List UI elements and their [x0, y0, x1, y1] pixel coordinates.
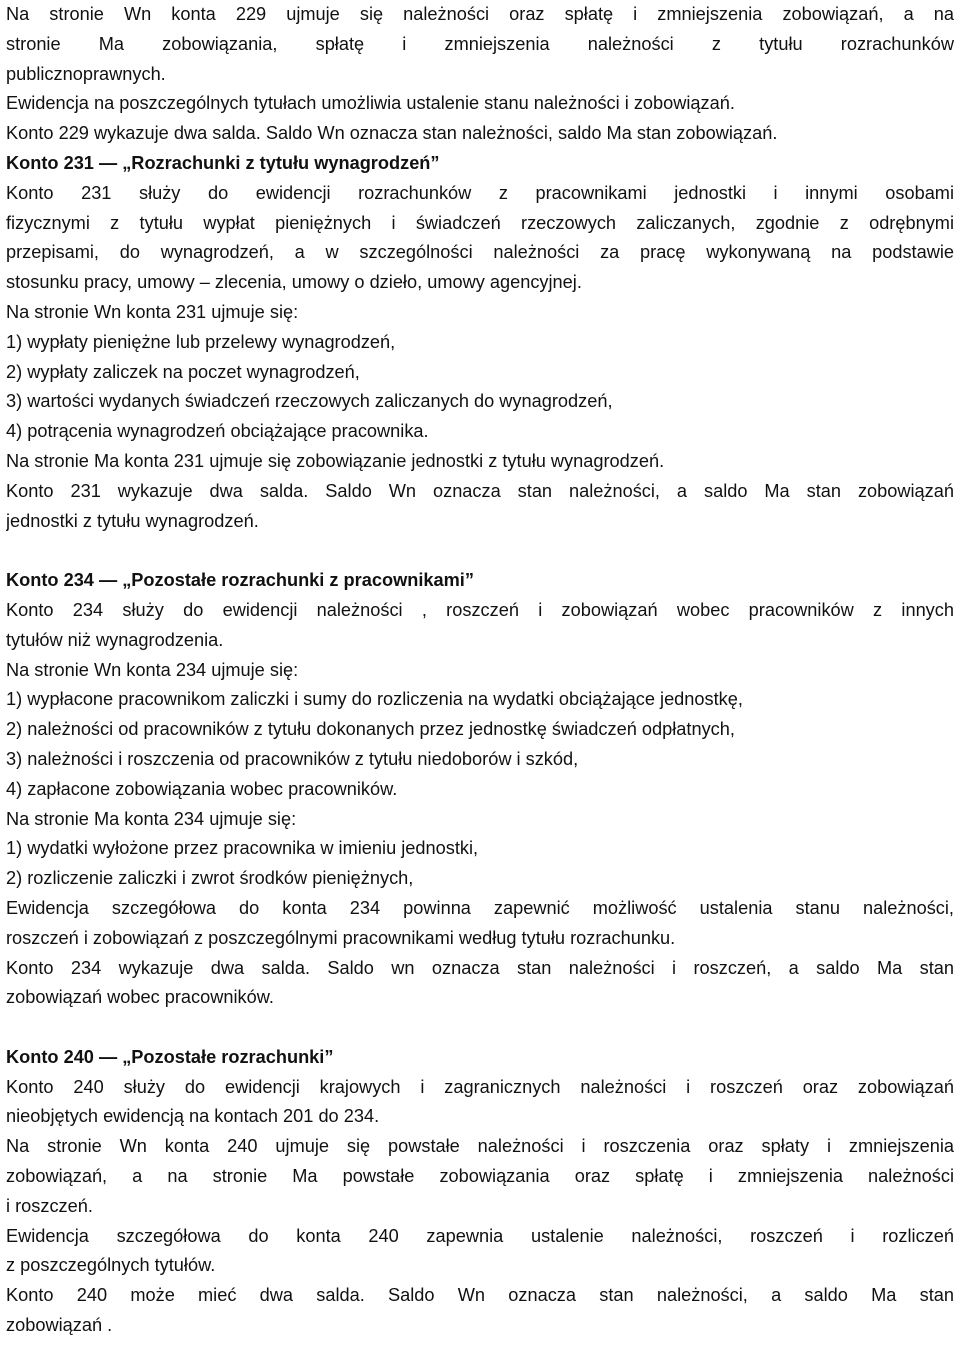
text-line: 4) potrącenia wynagrodzeń obciążające pracownika. — [6, 421, 429, 442]
section-heading: Konto 231 — „Rozrachunki z tytułu wynagrodzeń” — [6, 152, 440, 173]
text-line: 2) wypłaty zaliczek na poczet wynagrodzeń, — [6, 361, 360, 382]
text-line: z poszczególnych tytułów. — [6, 1255, 216, 1276]
section-heading: Konto 234 — „Pozostałe rozrachunki z pracownikami” — [6, 570, 474, 591]
text-line: tytułów niż wynagrodzenia. — [6, 629, 224, 650]
text-line: Na stronie Wn konta 240 ujmuje się powstałe należności i roszczenia oraz spłaty i zmniejszenia — [6, 1136, 954, 1157]
text-line: Konto 240 służy do ewidencji krajowych i zagranicznych należności i roszczeń oraz zobowiązań — [6, 1076, 954, 1097]
text-line: stosunku pracy, umowy – zlecenia, umowy o dzieło, umowy agencyjnej. — [6, 272, 582, 293]
text-line: Konto 234 służy do ewidencji należności , roszczeń i zobowiązań wobec pracowników z innych — [6, 599, 954, 620]
text-line: 2) należności od pracowników z tytułu dokonanych przez jednostkę świadczeń odpłatnych, — [6, 719, 735, 740]
text-line: stronie Ma zobowiązania, spłatę i zmniejszenia należności z tytułu rozrachunków — [6, 33, 954, 54]
text-line: Konto 231 wykazuje dwa salda. Saldo Wn oznacza stan należności, a saldo Ma stan zobowiązań — [6, 480, 954, 501]
text-line: nieobjętych ewidencją na kontach 201 do 234. — [6, 1106, 380, 1127]
text-line: 1) wypłacone pracownikom zaliczki i sumy do rozliczenia na wydatki obciążające jednostkę, — [6, 689, 743, 710]
text-line: zobowiązań . — [6, 1315, 113, 1336]
text-line: 2) rozliczenie zaliczki i zwrot środków pieniężnych, — [6, 868, 414, 889]
text-line: Konto 234 wykazuje dwa salda. Saldo wn oznacza stan należności i roszczeń, a saldo Ma stan — [6, 957, 954, 978]
text-line: 1) wypłaty pieniężne lub przelewy wynagrodzeń, — [6, 331, 396, 352]
text-line: Na stronie Wn konta 234 ujmuje się: — [6, 659, 299, 680]
text-line: jednostki z tytułu wynagrodzeń. — [6, 510, 259, 531]
text-line: 3) należności i roszczenia od pracowników z tytułu niedoborów i szkód, — [6, 748, 579, 769]
text-line: 4) zapłacone zobowiązania wobec pracowników. — [6, 778, 398, 799]
text-line: i roszczeń. — [6, 1195, 93, 1216]
text-line: Ewidencja na poszczególnych tytułach umożliwia ustalenie stanu należności i zobowiązań. — [6, 93, 735, 114]
text-line: Na stronie Wn konta 231 ujmuje się: — [6, 301, 299, 322]
text-line: przepisami, do wynagrodzeń, a w szczególności należności za pracę wykonywaną na podstawie — [6, 242, 954, 263]
section-heading: Konto 240 — „Pozostałe rozrachunki” — [6, 1046, 334, 1067]
text-line: Konto 231 służy do ewidencji rozrachunków z pracownikami jednostki i innymi osobami — [6, 182, 954, 203]
text-line: 1) wydatki wyłożone przez pracownika w imieniu jednostki, — [6, 838, 479, 859]
document-body — [6, 0, 954, 1341]
text-line: roszczeń i zobowiązań z poszczególnymi pracownikami według tytułu rozrachunku. — [6, 927, 676, 948]
paragraph-gap — [6, 1013, 954, 1043]
text-line: Ewidencja szczegółowa do konta 240 zapewnia ustalenie należności, roszczeń i rozliczeń — [6, 1225, 954, 1246]
text-line: Na stronie Wn konta 229 ujmuje się należności oraz spłatę i zmniejszenia zobowiązań, a na — [6, 4, 954, 24]
text-line: Konto 229 wykazuje dwa salda. Saldo Wn oznacza stan należności, saldo Ma stan zobowiązań. — [6, 123, 778, 144]
text-line: Konto 240 może mieć dwa salda. Saldo Wn oznacza stan należności, a saldo Ma stan — [6, 1285, 954, 1306]
text-line: Na stronie Ma konta 234 ujmuje się: — [6, 808, 297, 829]
text-line: publicznoprawnych. — [6, 63, 166, 84]
paragraph-gap — [6, 536, 954, 566]
text-line: Na stronie Ma konta 231 ujmuje się zobowiązanie jednostki z tytułu wynagrodzeń. — [6, 450, 665, 471]
text-line: zobowiązań wobec pracowników. — [6, 987, 274, 1008]
text-line: fizycznymi z tytułu wypłat pieniężnych i świadczeń rzeczowych zaliczanych, zgodnie z odrębnymi — [6, 212, 954, 233]
text-line: Ewidencja szczegółowa do konta 234 powinna zapewnić możliwość ustalenia stanu należności, — [6, 897, 954, 918]
text-line: zobowiązań, a na stronie Ma powstałe zobowiązania oraz spłatę i zmniejszenia należności — [6, 1166, 954, 1187]
text-line: 3) wartości wydanych świadczeń rzeczowych zaliczanych do wynagrodzeń, — [6, 391, 613, 412]
